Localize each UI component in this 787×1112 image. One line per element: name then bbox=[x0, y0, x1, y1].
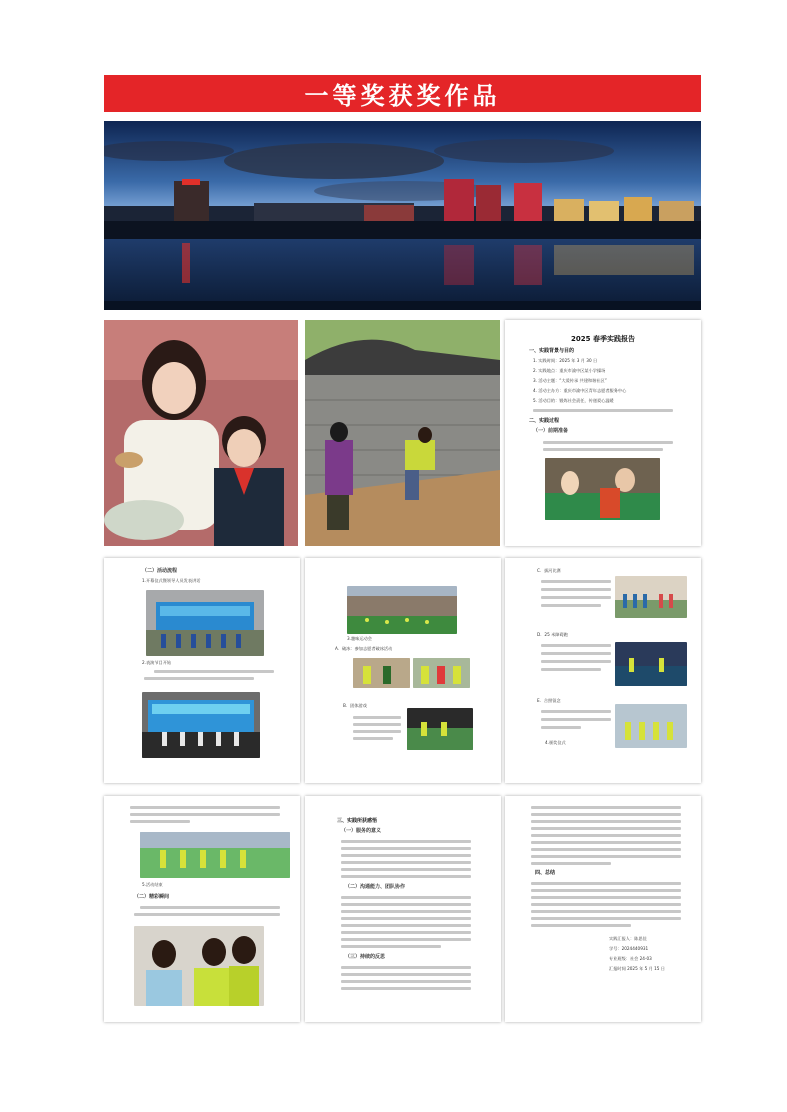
prep-photo bbox=[545, 458, 660, 520]
caption: A．破冰：参加志愿者破冰活动 bbox=[335, 646, 393, 651]
obstacle-run-photo bbox=[615, 642, 687, 686]
subsection-heading: （一）服务的意义 bbox=[341, 828, 382, 834]
caption: 5.活动结束 bbox=[142, 882, 163, 887]
meta-target: 5. 活动目的：锻炼社会责任，传递爱心温暖 bbox=[533, 398, 614, 403]
caption: E．合照留念 bbox=[537, 698, 561, 703]
section-heading: 三、实践所获感悟 bbox=[337, 818, 378, 824]
report-date: 汇报时间 2025 年 5 月 15 日 bbox=[609, 966, 665, 971]
volunteer-group-photo bbox=[134, 926, 264, 1006]
wall-cleaning-photo bbox=[305, 320, 500, 546]
report-page-6 bbox=[305, 796, 501, 1022]
icebreaker-photo-2 bbox=[413, 658, 470, 688]
caption: 2.表演节目开始 bbox=[142, 660, 172, 665]
group-photo bbox=[615, 704, 687, 748]
subsection-heading: （二）精彩瞬间 bbox=[134, 894, 170, 900]
sports-meet-photo bbox=[347, 586, 457, 634]
subsection-heading: （三）持续的反思 bbox=[345, 954, 386, 960]
meta-time: 1. 实践时间：2025 年 3 月 30 日 bbox=[533, 358, 598, 363]
report-page-3 bbox=[305, 558, 501, 783]
title-banner bbox=[104, 75, 701, 112]
section-heading: 二、实践过程 bbox=[529, 418, 560, 424]
performance-photo bbox=[142, 692, 260, 758]
team-game-photo bbox=[407, 708, 473, 750]
subsection-heading: （二）活动流程 bbox=[142, 568, 178, 574]
report-title: 2025 春季实践报告 bbox=[571, 335, 635, 343]
caption: D．25 米障碍跑 bbox=[537, 632, 568, 637]
students-handcraft-photo bbox=[104, 320, 298, 546]
meta-theme: 3. 活动主题：“大爱传承 共建和谐社区” bbox=[533, 378, 607, 383]
opening-ceremony-photo bbox=[146, 590, 264, 656]
student-id: 学号：2024440931 bbox=[609, 946, 649, 951]
ending-photo bbox=[140, 832, 290, 878]
section-heading: 一、实践背景与目的 bbox=[529, 348, 575, 354]
report-page-4 bbox=[505, 558, 701, 783]
subsection-heading: （二）沟通能力、团队协作 bbox=[345, 884, 406, 890]
report-page-1 bbox=[505, 320, 701, 546]
meta-org: 4. 活动主办方：重庆市渝中区青年志愿者服务中心 bbox=[533, 388, 627, 393]
section-heading: 四、总结 bbox=[535, 870, 556, 876]
caption: B．团体游戏 bbox=[343, 703, 367, 708]
subsection-heading: （一）前期准备 bbox=[533, 428, 569, 434]
report-page-2 bbox=[104, 558, 300, 783]
meta-place: 2. 实践地点：重庆市渝中区某小学操场 bbox=[533, 368, 606, 373]
hero-night-cityscape-photo bbox=[104, 121, 701, 310]
report-page-5 bbox=[104, 796, 300, 1022]
major-class: 专业班级：社会 24-03 bbox=[609, 956, 652, 961]
tug-of-war-photo bbox=[615, 576, 687, 618]
report-page-7 bbox=[505, 796, 701, 1022]
caption: 3.趣味运动会 bbox=[347, 636, 372, 641]
icebreaker-photo-1 bbox=[353, 658, 410, 688]
banner-title: 一等奖获奖作品 bbox=[304, 82, 501, 110]
caption: C．拔河比赛 bbox=[537, 568, 561, 573]
caption: 1.开幕仪式暨领导人员发表讲话 bbox=[142, 578, 201, 583]
caption: 4.颁奖仪式 bbox=[545, 740, 566, 745]
reporter-name: 实践汇报人：陈思佳 bbox=[609, 936, 647, 941]
